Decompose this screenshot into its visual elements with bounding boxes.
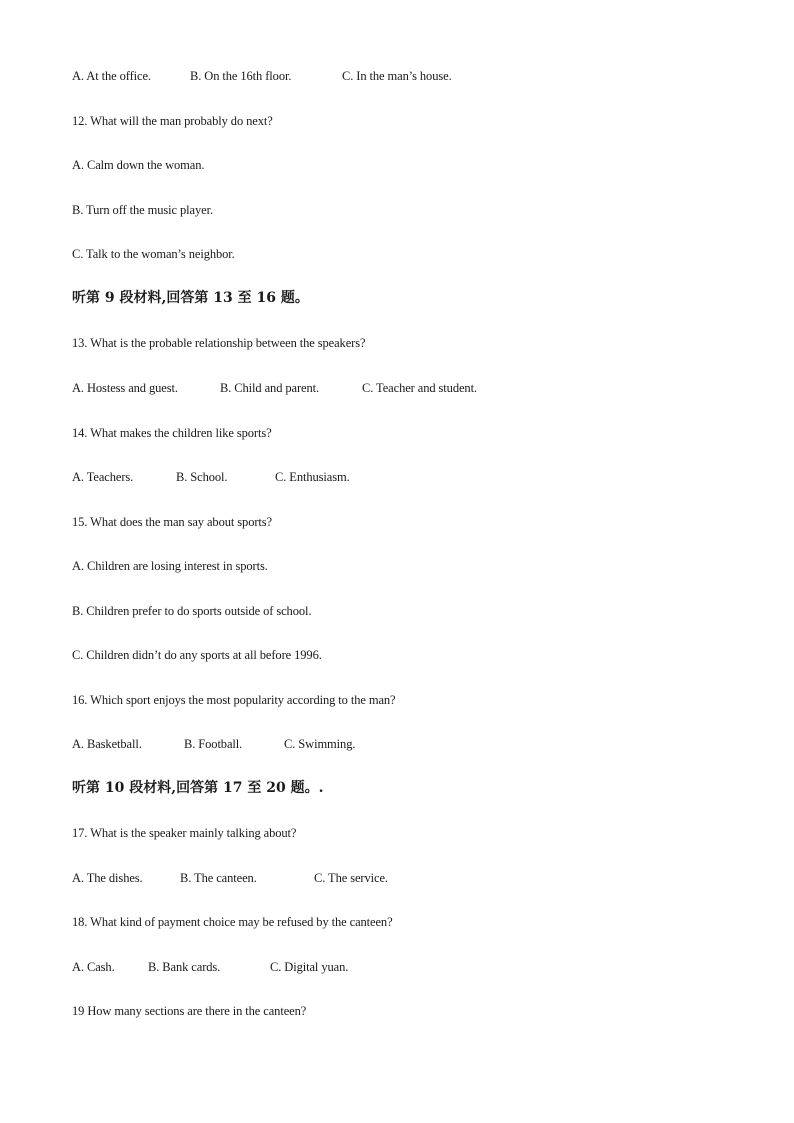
q18-option-c: C. Digital yuan. [270, 960, 349, 974]
q17-option-c: C. The service. [314, 871, 388, 885]
q11-option-c: C. In the man’s house. [342, 69, 452, 83]
q13-option-b: B. Child and parent. [220, 381, 320, 395]
q14-option-c: C. Enthusiasm. [275, 470, 350, 484]
q13-option-c: C. Teacher and student. [362, 381, 477, 395]
q15-option-a: A. Children are losing interest in sports. [72, 559, 268, 573]
q11-option-b: B. On the 16th floor. [190, 69, 292, 83]
q13-question: 13. What is the probable relationship between the speakers? [72, 336, 366, 350]
q18-option-a: A. Cash. [72, 960, 115, 974]
section-9-heading: 听第 9 段材料,回答第 13 至 16 题。 [72, 290, 309, 306]
q16-question: 16. Which sport enjoys the most popularity according to the man? [72, 693, 396, 707]
q12-option-a: A. Calm down the woman. [72, 158, 205, 172]
q17-option-b: B. The canteen. [180, 871, 257, 885]
q19-question: 19 How many sections are there in the canteen? [72, 1004, 307, 1018]
section-10-heading: 听第 10 段材料,回答第 17 至 20 题。. [72, 780, 324, 796]
q16-option-a: A. Basketball. [72, 737, 142, 751]
q18-option-b: B. Bank cards. [148, 960, 221, 974]
q17-question: 17. What is the speaker mainly talking about? [72, 826, 297, 840]
q14-option-a: A. Teachers. [72, 470, 134, 484]
q16-option-c: C. Swimming. [284, 737, 356, 751]
q14-question: 14. What makes the children like sports? [72, 426, 272, 440]
q13-option-a: A. Hostess and guest. [72, 381, 178, 395]
q14-option-b: B. School. [176, 470, 228, 484]
q12-option-b: B. Turn off the music player. [72, 203, 213, 217]
q12-question: 12. What will the man probably do next? [72, 114, 273, 128]
q15-option-b: B. Children prefer to do sports outside of school. [72, 604, 312, 618]
q16-option-b: B. Football. [184, 737, 243, 751]
q12-option-c: C. Talk to the woman’s neighbor. [72, 247, 235, 261]
q18-question: 18. What kind of payment choice may be refused by the canteen? [72, 915, 393, 929]
q15-question: 15. What does the man say about sports? [72, 515, 272, 529]
q15-option-c: C. Children didn’t do any sports at all before 1996. [72, 648, 322, 662]
q17-option-a: A. The dishes. [72, 871, 143, 885]
q11-option-a: A. At the office. [72, 69, 151, 83]
